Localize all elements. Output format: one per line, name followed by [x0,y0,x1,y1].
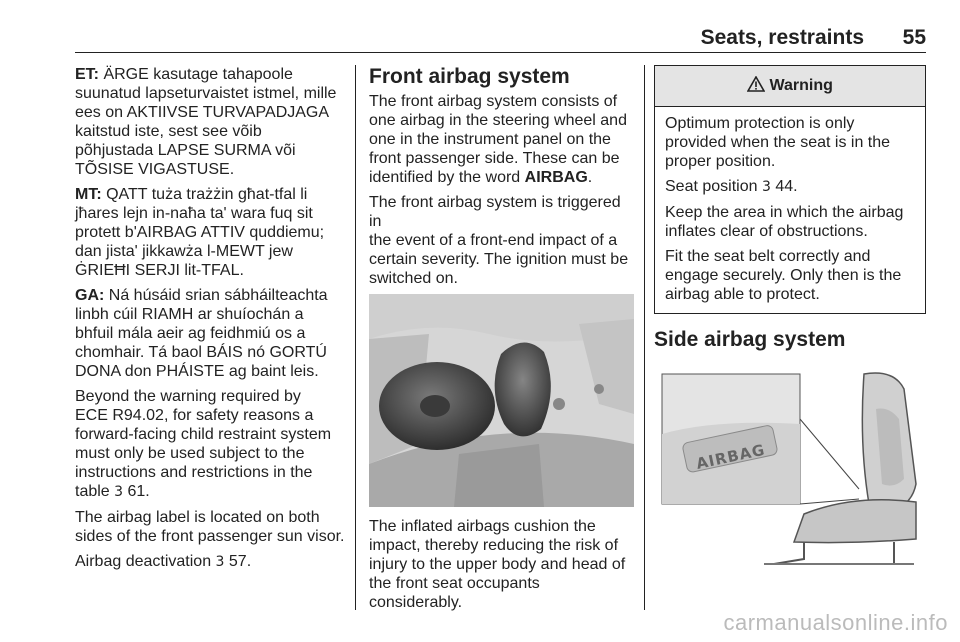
page-ref-57[interactable]: 57. [224,553,252,570]
column-left [75,65,350,578]
section-title: Seats, restraints [700,26,864,49]
airbag-deactivation-paragraph: Airbag deactivation 3 57. [75,553,252,570]
airbag-word: AIRBAG [524,169,588,186]
front-airbag-intro: The front airbag system consists of one airbag in the steering wheel and one in the instrument panel on the front passenger side. These can be identified by the word AIRBAG. [369,93,627,186]
warning-text-2: Seat position 3 44. [665,178,798,195]
watermark: carmanualsonline.info [723,610,948,635]
front-airbag-cushion: The inflated airbags cushion the impact, thereby reducing the risk of injury to the upper body and head of the front seat occupants considerably. [369,518,626,611]
page-header [75,24,926,53]
front-airbag-heading: Front airbag system [369,65,570,88]
warning-title: Warning [769,77,833,94]
column-middle [369,65,634,618]
warning-text-1: Optimum protection is only provided when the seat is in the proper position. [665,115,891,170]
column-divider-2 [644,65,645,610]
column-divider-1 [355,65,356,610]
irish-warning [75,286,350,381]
ece-paragraph: Beyond the warning required by ECE R94.02, for safety reasons a forward-facing child restraint system must only be used subject to the instructions and restrictions in the table 3 61. [75,388,332,500]
page-ref-icon[interactable]: 3 [215,554,225,570]
maltese-text: QATT tuża trażżin għat-tfal li jħares lejn in-naħa ta' wara fuq sit protett b'AIRBAG ATTIV quddiemu; dan jista' jikkawża l-MEWT jew ĠRIEĦI SERJI lit-TFAL. [75,186,325,279]
warning-text-4: Fit the seat belt correctly and engage securely. Only then is the airbag able to protect. [665,248,902,303]
page-number: 55 [902,26,926,49]
front-airbag-trigger: The front airbag system is triggered in the event of a front-end impact of a certain severity. The ignition must be switched on. [369,194,629,287]
warning-box [654,65,926,314]
estonian-warning [75,65,350,179]
page-ref-44[interactable]: 44. [770,178,798,195]
estonian-text: ÄRGE kasutage tahapoole suunatud lapseturvaistet istmel, mille ees on AKTIIVSE TURVAPADJAGA kaitstud iste, sest see võib põhjustada LAPSE SURMA või TÕSISE VIGASTUSE. [75,66,337,178]
airbag-label-paragraph: The airbag label is located on both sides of the front passenger sun visor. [75,509,345,545]
maltese-lead: MT: [75,186,102,203]
warning-text-3: Keep the area in which the airbag inflates clear of obstructions. [665,204,904,240]
page-ref-61[interactable]: 61. [123,483,150,500]
warning-body [655,107,925,313]
maltese-warning [75,185,350,280]
warning-icon [747,77,769,94]
irish-lead: GA: [75,287,105,304]
warning-header [655,66,925,107]
estonian-lead: ET: [75,66,99,83]
side-airbag-illustration [654,364,926,572]
irish-text: Ná húsáid srian sábháilteachta linbh cúil RIAMH ar shuíochán a bhfuil mála aeir ag feidhmiú os a chomhair. Tá baol BÁIS nó GORTÚ DONA don PHÁISTE ag baint leis. [75,287,328,380]
front-airbag-illustration [369,294,634,507]
page-ref-icon[interactable]: 3 [761,179,771,195]
seat-airbag-label: AIRBAG [694,440,767,473]
page-ref-icon[interactable]: 3 [114,484,124,500]
side-airbag-heading: Side airbag system [654,328,846,351]
column-right [654,65,926,582]
